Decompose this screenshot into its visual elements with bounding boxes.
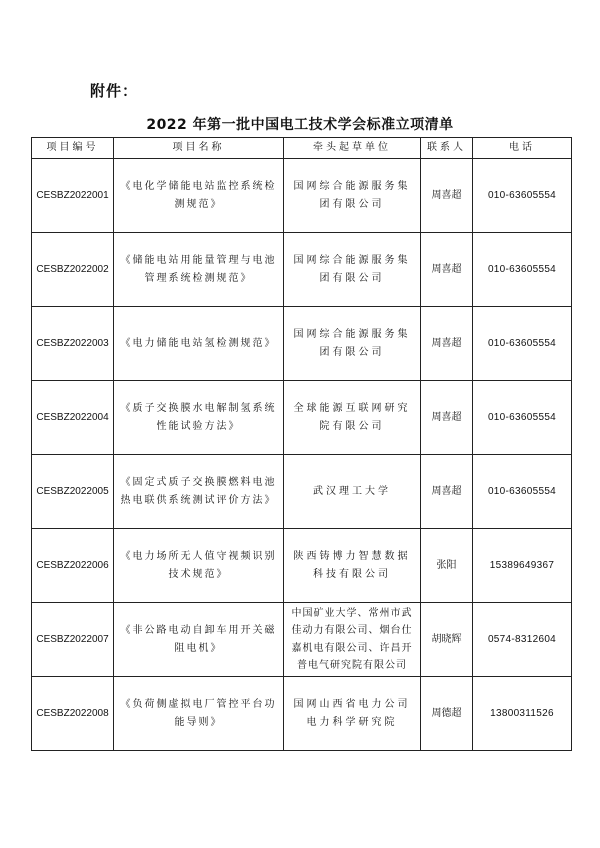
phone-number: 15389649367 xyxy=(473,529,572,603)
lead-organization: 国网综合能源服务集团有限公司 xyxy=(284,307,421,381)
project-number: CESBZ2022003 xyxy=(32,307,114,381)
project-name: 《电化学储能电站监控系统检测规范》 xyxy=(114,159,284,233)
lead-organization: 中国矿业大学、常州市武佳动力有限公司、烟台仕嘉机电有限公司、许昌开普电气研究院有限公司 xyxy=(284,603,421,677)
project-number: CESBZ2022005 xyxy=(32,455,114,529)
contact-person: 周喜超 xyxy=(421,233,473,307)
lead-organization: 国网山西省电力公司电力科学研究院 xyxy=(284,677,421,751)
lead-organization: 国网综合能源服务集团有限公司 xyxy=(284,159,421,233)
lead-organization: 全球能源互联网研究院有限公司 xyxy=(284,381,421,455)
project-number: CESBZ2022001 xyxy=(32,159,114,233)
lead-organization: 国网综合能源服务集团有限公司 xyxy=(284,233,421,307)
header-project-number: 项目编号 xyxy=(32,138,114,159)
project-name: 《储能电站用能量管理与电池管理系统检测规范》 xyxy=(114,233,284,307)
project-name: 《质子交换膜水电解制氢系统性能试验方法》 xyxy=(114,381,284,455)
project-name: 《电力储能电站氢检测规范》 xyxy=(114,307,284,381)
phone-number: 0574-8312604 xyxy=(473,603,572,677)
contact-person: 张阳 xyxy=(421,529,473,603)
table-row xyxy=(32,529,572,603)
header-phone: 电话 xyxy=(473,138,572,159)
project-number: CESBZ2022004 xyxy=(32,381,114,455)
phone-number: 010-63605554 xyxy=(473,159,572,233)
attachment-label: 附件： xyxy=(90,82,139,100)
phone-number: 13800311526 xyxy=(473,677,572,751)
table-header-row xyxy=(32,138,572,159)
phone-number: 010-63605554 xyxy=(473,455,572,529)
project-number: CESBZ2022002 xyxy=(32,233,114,307)
project-number: CESBZ2022007 xyxy=(32,603,114,677)
table-row xyxy=(32,677,572,751)
contact-person: 周德超 xyxy=(421,677,473,751)
project-name: 《负荷侧虚拟电厂管控平台功能导则》 xyxy=(114,677,284,751)
table-row xyxy=(32,455,572,529)
contact-person: 周喜超 xyxy=(421,159,473,233)
contact-person: 周喜超 xyxy=(421,455,473,529)
contact-person: 周喜超 xyxy=(421,381,473,455)
table-row xyxy=(32,233,572,307)
project-name: 《电力场所无人值守视频识别技术规范》 xyxy=(114,529,284,603)
project-list-table xyxy=(31,137,572,751)
project-number: CESBZ2022006 xyxy=(32,529,114,603)
header-contact-person: 联系人 xyxy=(421,138,473,159)
project-name: 《非公路电动自卸车用开关磁阻电机》 xyxy=(114,603,284,677)
table-row xyxy=(32,307,572,381)
table-row xyxy=(32,159,572,233)
contact-person: 周喜超 xyxy=(421,307,473,381)
lead-organization: 陕西铸博力智慧数据科技有限公司 xyxy=(284,529,421,603)
project-number: CESBZ2022008 xyxy=(32,677,114,751)
table-row xyxy=(32,603,572,677)
phone-number: 010-63605554 xyxy=(473,307,572,381)
table-row xyxy=(32,381,572,455)
contact-person: 胡晓辉 xyxy=(421,603,473,677)
phone-number: 010-63605554 xyxy=(473,233,572,307)
lead-organization: 武汉理工大学 xyxy=(284,455,421,529)
document-title: 2022 年第一批中国电工技术学会标准立项清单 xyxy=(146,117,454,133)
phone-number: 010-63605554 xyxy=(473,381,572,455)
project-name: 《固定式质子交换膜燃料电池热电联供系统测试评价方法》 xyxy=(114,455,284,529)
header-project-name: 项目名称 xyxy=(114,138,284,159)
header-lead-organization: 牵头起草单位 xyxy=(284,138,421,159)
